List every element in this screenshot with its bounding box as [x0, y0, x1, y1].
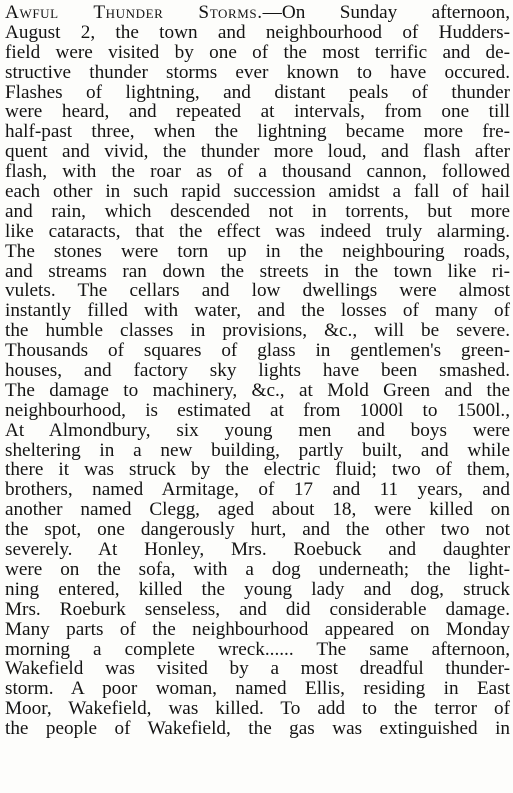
- article-line-1: [5, 3, 510, 23]
- article-line-9: flash, with the roar as of a thousand cannon, followed: [5, 161, 510, 183]
- article-line-34: Wakefield was visited by a most dreadful thunder-: [5, 658, 510, 680]
- article-line-20: The damage to machinery, &c., at Mold Green and the: [5, 379, 510, 401]
- article-line-7: half-past three, when the lightning became more fre-: [5, 121, 510, 143]
- article-line-21: neighbourhood, is estimated at from 1000l to 1500l.,: [5, 399, 510, 421]
- article-line-8: quent and vivid, the thunder more loud, and flash after: [5, 141, 510, 163]
- article-line-33: morning a complete wreck...... The same afternoon,: [5, 638, 510, 660]
- article-line-18: Thousands of squares of glass in gentlemen's green-: [5, 340, 510, 362]
- article-line-19: houses, and factory sky lights have been smashed.: [5, 360, 510, 382]
- article-headline: Awful Thunder Storms.: [5, 2, 263, 23]
- article-line-17: the humble classes in provisions, &c., will be severe.: [5, 320, 510, 342]
- article-line-6: were heard, and repeated at intervals, from one till: [5, 101, 510, 123]
- article-line-5: Flashes of lightning, and distant peals of thunder: [5, 81, 510, 103]
- article-line-30: ning entered, killed the young lady and dog, struck: [5, 578, 510, 600]
- article-line-29: were on the sofa, with a dog underneath; the light-: [5, 558, 510, 580]
- article-line-37: the people of Wakefield, the gas was extinguished in: [5, 718, 510, 740]
- article-line-3: field were visited by one of the most terrific and de-: [5, 41, 510, 63]
- article-line-22: At Almondbury, six young men and boys were: [5, 419, 510, 441]
- article-line-32: Many parts of the neighbourhood appeared on Monday: [5, 618, 510, 640]
- article-line-28: severely. At Honley, Mrs. Roebuck and daughter: [5, 539, 510, 561]
- article-line-25: brothers, named Armitage, of 17 and 11 years, and: [5, 479, 510, 501]
- article-line-36: Moor, Wakefield, was killed. To add to the terror of: [5, 698, 510, 720]
- article-line-2: August 2, the town and neighbourhood of Hudders-: [5, 21, 510, 43]
- article-line-15: vulets. The cellars and low dwellings were almost: [5, 280, 510, 302]
- article-line-14: and streams ran down the streets in the town like ri-: [5, 260, 510, 282]
- article-line-31: Mrs. Roeburk senseless, and did considerable damage.: [5, 598, 510, 620]
- article-line-35: storm. A poor woman, named Ellis, residing in East: [5, 678, 510, 700]
- article-line-4: structive thunder storms ever known to have occured.: [5, 61, 510, 83]
- article-line-11: and rain, which descended not in torrents, but more: [5, 200, 510, 222]
- article-line-1-text: —On Sunday afternoon,: [262, 2, 510, 23]
- article-body: [5, 3, 510, 739]
- article-line-24: there it was struck by the electric fluid; two of them,: [5, 459, 510, 481]
- article-line-10: each other in such rapid succession amidst a fall of hail: [5, 181, 510, 203]
- article-line-27: the spot, one dangerously hurt, and the other two not: [5, 519, 510, 541]
- article-line-12: like cataracts, that the effect was indeed truly alarming.: [5, 220, 510, 242]
- article-line-13: The stones were torn up in the neighbouring roads,: [5, 240, 510, 262]
- article-line-26: another named Clegg, aged about 18, were killed on: [5, 499, 510, 521]
- article-line-23: sheltering in a new building, partly built, and while: [5, 439, 510, 461]
- article-line-16: instantly filled with water, and the losses of many of: [5, 300, 510, 322]
